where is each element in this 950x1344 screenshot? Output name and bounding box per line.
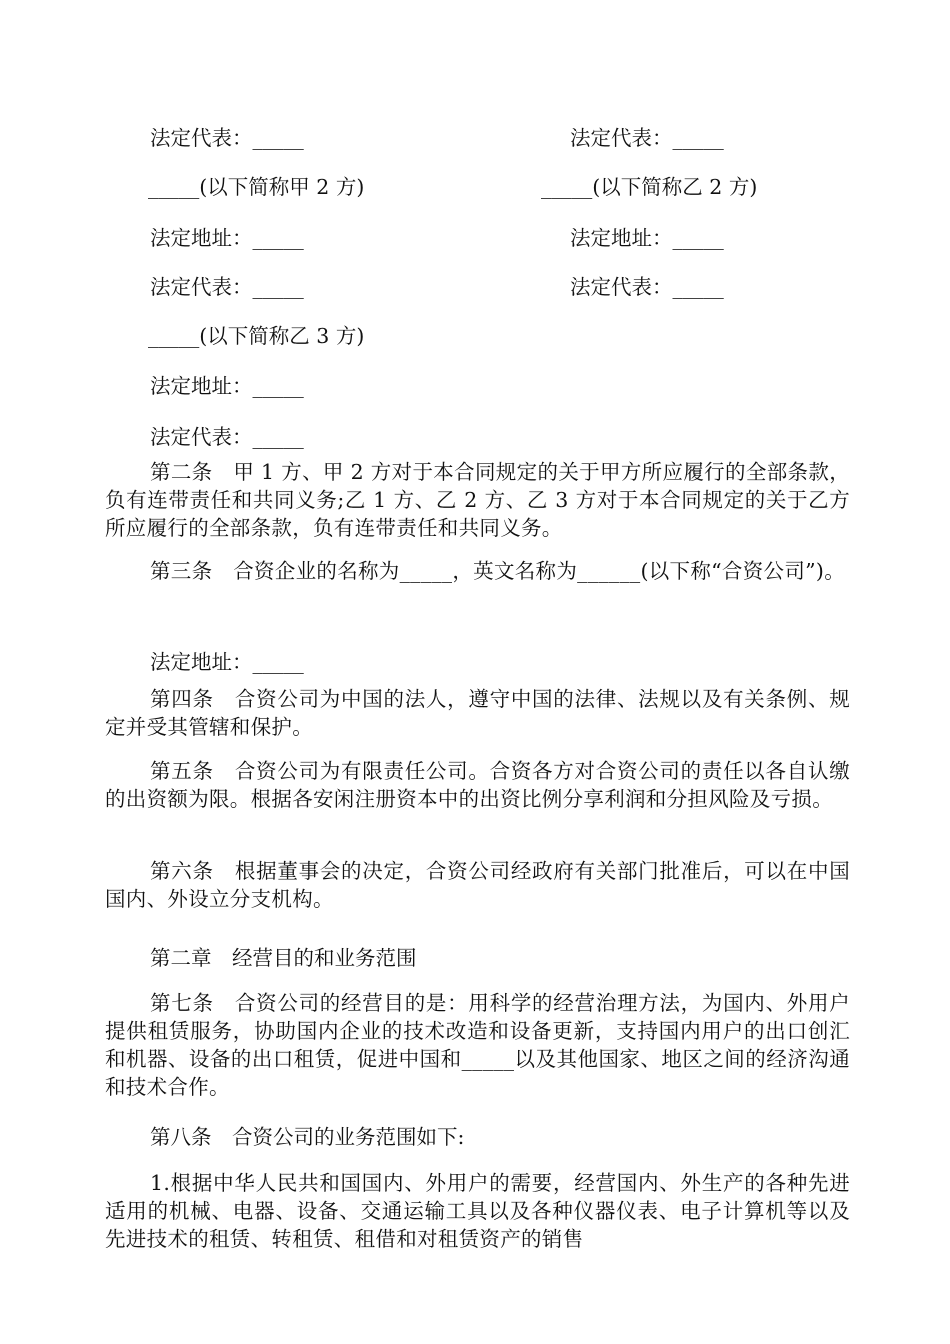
article-4: 第四条 合资公司为中国的法人，遵守中国的法律、法规以及有关条例、规定并受其管辖和保护。 [105, 687, 850, 739]
article-8: 第八条 合资公司的业务范围如下: [150, 1125, 465, 1149]
legal-address-field: 法定地址：_____ [150, 374, 304, 398]
legal-address-field: 法定地址：_____ [150, 226, 304, 250]
article-2: 第二条 甲 1 方、甲 2 方对于本合同规定的关于甲方所应履行的全部条款，负有连带责任和共同义务;乙 1 方、乙 2 方、乙 3 方对于本合同规定的关于乙方所应履行的全部条款，负有连带责任和共同义务。 [105, 460, 850, 540]
article-3-address: 法定地址：_____ [150, 650, 304, 674]
article-6: 第六条 根据董事会的决定，合资公司经政府有关部门批准后，可以在中国国内、外设立分支机构。 [105, 859, 850, 911]
party-name-field: _____(以下简称乙 3 方) [148, 324, 365, 348]
legal-rep-field: 法定代表：_____ [150, 126, 304, 150]
party-row [0, 422, 950, 452]
legal-rep-field: 法定代表：_____ [570, 275, 724, 299]
chapter-heading: 第二章 经营目的和业务范围 [150, 946, 417, 970]
party-row [0, 123, 950, 153]
legal-rep-field: 法定代表：_____ [150, 425, 304, 449]
party-row [0, 172, 950, 202]
legal-rep-field: 法定代表：_____ [570, 126, 724, 150]
article-8-item-1: 1.根据中华人民共和国国内、外用户的需要，经营国内、外生产的各种先进适用的机械、电器、设备、交通运输工具以及各种仪器仪表、电子计算机等以及先进技术的租赁、转租赁、租借和对租赁资产的销售 [105, 1171, 850, 1251]
party-row [0, 371, 950, 401]
legal-address-field: 法定地址：_____ [570, 226, 724, 250]
article-7: 第七条 合资公司的经营目的是：用科学的经营治理方法，为国内、外用户提供租赁服务，协助国内企业的技术改造和设备更新，支持国内用户的出口创汇和机器、设备的出口租赁，促进中国和_____以及其他国家、地区之间的经济沟通和技术合作。 [105, 991, 850, 1099]
party-row [0, 321, 950, 351]
legal-rep-field: 法定代表：_____ [150, 275, 304, 299]
party-name-field: _____(以下简称乙 2 方) [541, 175, 758, 199]
party-row [0, 223, 950, 253]
party-row [0, 272, 950, 302]
party-name-field: _____(以下简称甲 2 方) [148, 175, 365, 199]
article-3: 第三条 合资企业的名称为_____，英文名称为______(以下称“合资公司”)。 [150, 559, 846, 583]
article-5: 第五条 合资公司为有限责任公司。合资各方对合资公司的责任以各自认缴的出资额为限。根据各安闲注册资本中的出资比例分享利润和分担风险及亏损。 [105, 759, 850, 811]
